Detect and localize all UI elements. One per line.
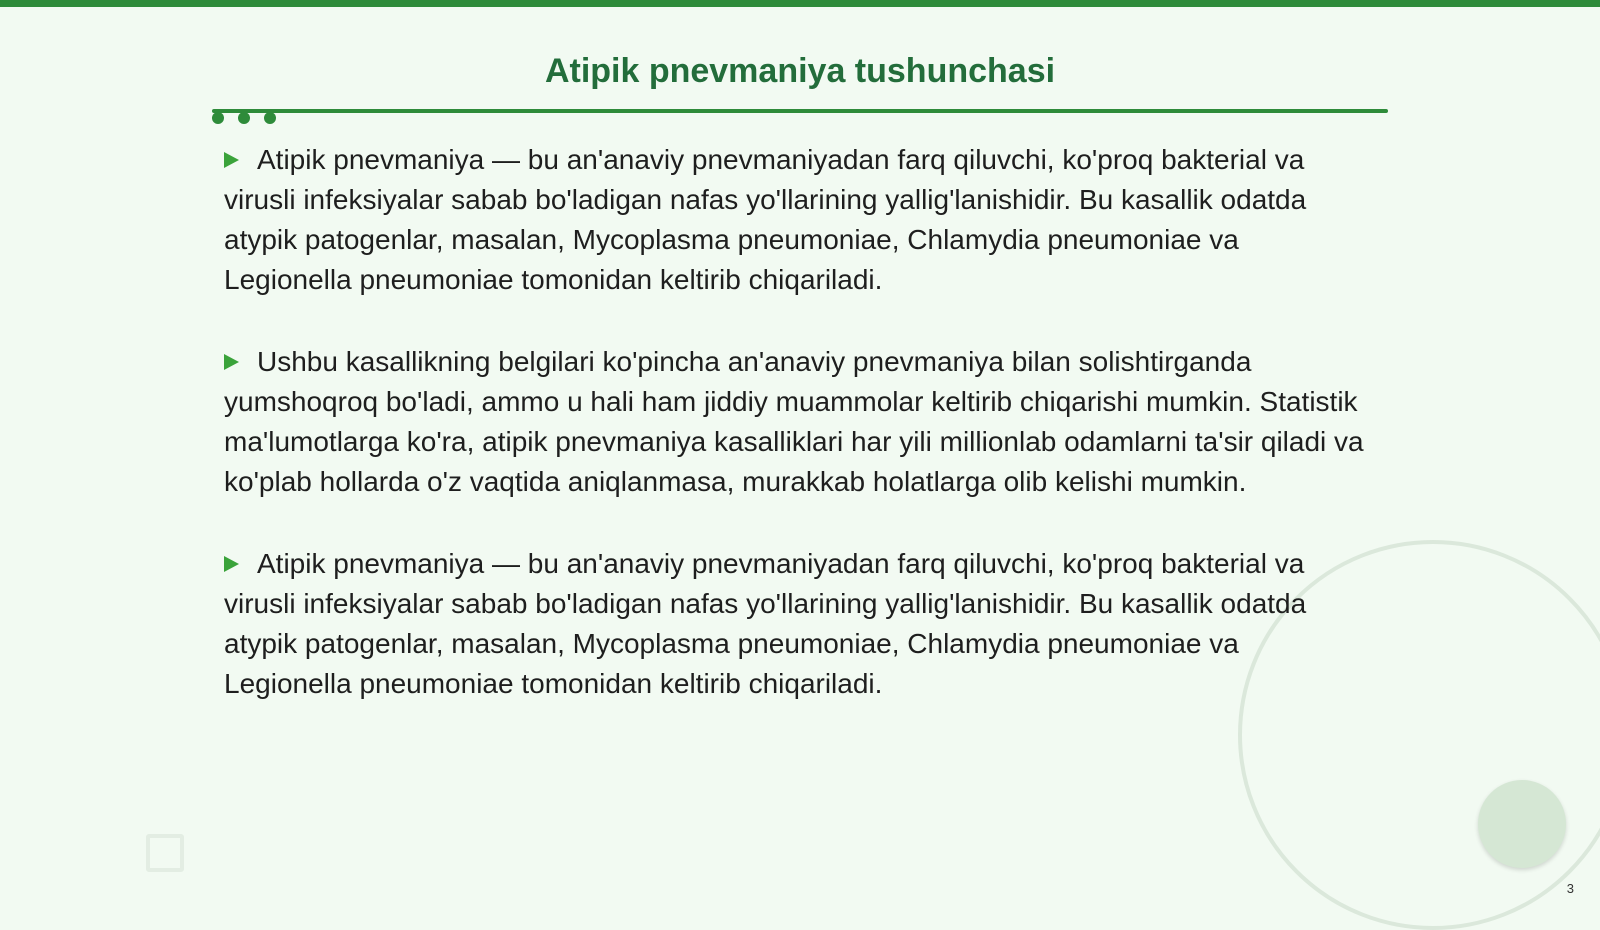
paragraph-text: Ushbu kasallikning belgilari ko'pincha an'anaviy pnevmaniya bilan solishtirganda yumshoqroq bo'ladi, ammo u hali ham jiddiy muammolar keltirib chiqarishi mumkin. Statistik ma'lumotlarga ko'ra, atipik pnevmaniya kasalliklari har yili millionlab odamlarni ta'sir qiladi va ko'plab hollarda o'z vaqtida aniqlanmasa, murakkab holatlarga olib kelishi mumkin. xyxy=(224,346,1364,497)
underline-dot xyxy=(238,112,250,124)
bullet-paragraph xyxy=(224,140,1374,300)
triangle-bullet-icon xyxy=(224,556,239,572)
slide-title: Atipik pnevmaniya tushunchasi xyxy=(544,52,1056,90)
underline-dot xyxy=(212,112,224,124)
top-accent-bar xyxy=(0,0,1600,7)
paragraph-text: Atipik pnevmaniya — bu an'anaviy pnevmaniyadan farq qiluvchi, ko'proq bakterial va virusli infeksiyalar sabab bo'ladigan nafas yo'llarining yallig'lanishidir. Bu kasallik odatda atypik patogenlar, masalan, Mycoplasma pneumoniae, Chlamydia pneumoniae va Legionella pneumoniae tomonidan keltirib chiqariladi. xyxy=(224,548,1307,699)
paragraph-text: Atipik pnevmaniya — bu an'anaviy pnevmaniyadan farq qiluvchi, ko'proq bakterial va virusli infeksiyalar sabab bo'ladigan nafas yo'llarining yallig'lanishidir. Bu kasallik odatda atypik patogenlar, masalan, Mycoplasma pneumoniae, Chlamydia pneumoniae va Legionella pneumoniae tomonidan keltirib chiqariladi. xyxy=(224,144,1307,295)
page-number: 3 xyxy=(1566,881,1574,896)
underline-dot xyxy=(264,112,276,124)
triangle-bullet-icon xyxy=(224,354,239,370)
decorative-square xyxy=(146,834,184,872)
bullet-paragraph xyxy=(224,342,1374,502)
slide-body xyxy=(224,140,1374,746)
decorative-circle xyxy=(1478,780,1566,868)
title-underline xyxy=(212,109,1388,113)
triangle-bullet-icon xyxy=(224,152,239,168)
bullet-paragraph xyxy=(224,544,1374,704)
